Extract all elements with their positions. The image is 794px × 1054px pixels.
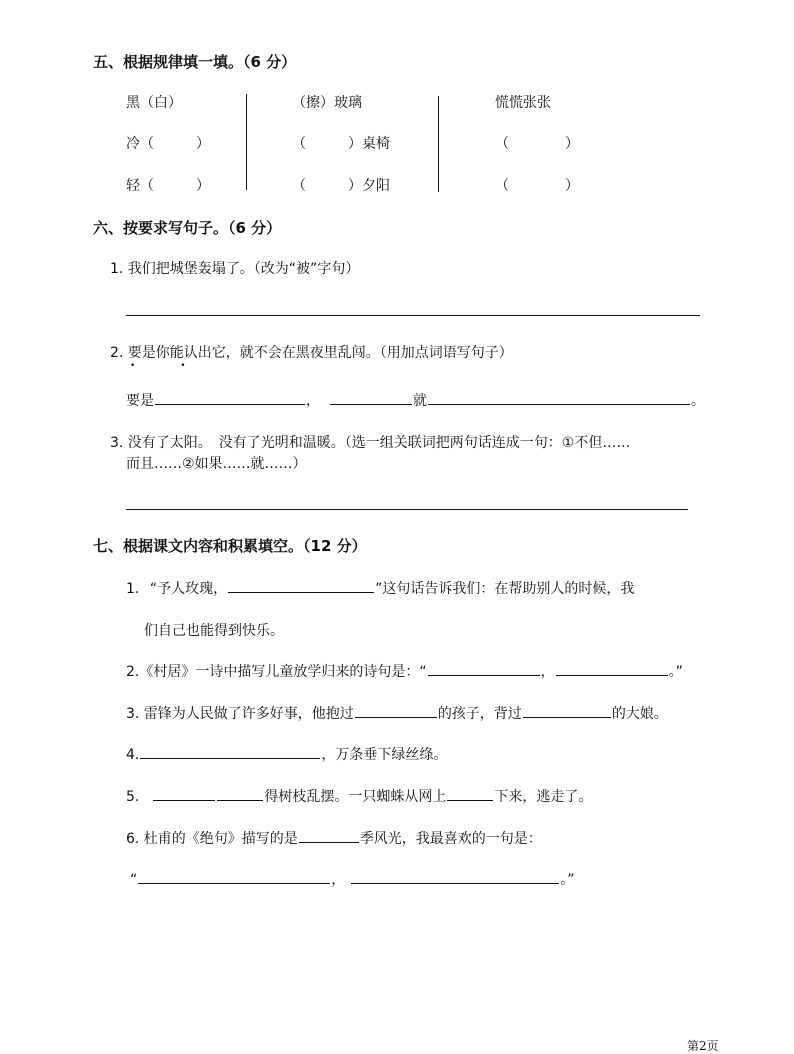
col2-row3: （ ）夕阳 bbox=[292, 178, 390, 194]
question-7-1-line2: 们自己也能得到快乐。 bbox=[144, 623, 284, 639]
page-number: 第2页 bbox=[687, 1039, 719, 1053]
question-6-1: 1. 我们把城堡轰塌了。（改为“被”字句） bbox=[110, 261, 360, 277]
col1-row1: 黑（白） bbox=[126, 95, 182, 111]
answer-blank[interactable] bbox=[138, 869, 330, 884]
q-text: 。” bbox=[668, 664, 683, 680]
question-6-2: 2. 要是你能认出它，就不会在黑夜里乱闯。（用加点词语写句子） bbox=[110, 345, 513, 361]
fill-prefix: 要是 bbox=[126, 393, 154, 409]
emphasis-dots: • • bbox=[130, 361, 186, 371]
q-text: 得树枝乱摆。一只蜘蛛从网上 bbox=[264, 789, 447, 805]
col2-row2: （ ）桌椅 bbox=[292, 136, 390, 152]
question-6-3-line2: 而且……②如果……就……） bbox=[126, 456, 307, 472]
answer-line[interactable] bbox=[126, 509, 688, 510]
answer-blank[interactable] bbox=[523, 703, 611, 718]
col3-row1: 慌慌张张 bbox=[495, 95, 551, 111]
q-text: 6. 杜甫的《绝句》描写的是 bbox=[126, 831, 298, 847]
question-7-4 bbox=[126, 744, 447, 764]
section7-heading: 七、根据课文内容和积累填空。（12 分） bbox=[93, 537, 367, 555]
section5-heading: 五、根据规律填一填。（6 分） bbox=[93, 53, 297, 71]
q-text: 3. 雷锋为人民做了许多好事，他抱过 bbox=[126, 706, 354, 722]
q-number: 5. bbox=[126, 789, 140, 805]
answer-blank[interactable] bbox=[153, 786, 215, 801]
question-7-3 bbox=[126, 703, 668, 723]
col3-row3: （ ） bbox=[495, 178, 579, 194]
q-text: 2.《村居》一诗中描写儿童放学归来的诗句是：“ bbox=[126, 664, 427, 680]
col2-row1: （擦）玻璃 bbox=[292, 95, 362, 111]
col1-row2: 冷（ ） bbox=[126, 136, 210, 152]
q-text: ”这句话告诉我们：在帮助别人的时候，我 bbox=[375, 581, 635, 597]
col1-row3: 轻（ ） bbox=[126, 178, 210, 194]
fill-mid: 就 bbox=[413, 393, 427, 409]
col3-row2: （ ） bbox=[495, 136, 579, 152]
column-divider bbox=[246, 94, 247, 190]
q-text: ， bbox=[540, 664, 555, 680]
q-text: 的孩子，背过 bbox=[437, 706, 522, 722]
answer-blank[interactable] bbox=[330, 390, 412, 405]
section6-heading: 六、按要求写句子。（6 分） bbox=[93, 219, 282, 237]
q-text: 。” bbox=[560, 872, 575, 888]
q-text: 的大娘。 bbox=[611, 706, 668, 722]
answer-blank[interactable] bbox=[556, 661, 668, 676]
answer-blank[interactable] bbox=[428, 390, 690, 405]
answer-blank[interactable] bbox=[428, 661, 540, 676]
question-6-3-line1: 3. 没有了太阳。 没有了光明和温暖。（选一组关联词把两句话连成一句：①不但…… bbox=[110, 435, 631, 451]
question-7-6-line2 bbox=[130, 869, 575, 889]
q-text: 季风光，我最喜欢的一句是： bbox=[359, 831, 542, 847]
q-text: “予人玫瑰， bbox=[149, 581, 228, 597]
answer-blank[interactable] bbox=[155, 390, 305, 405]
question-7-6 bbox=[126, 828, 542, 848]
question-7-5 bbox=[126, 786, 592, 806]
q-text: ，万条垂下绿丝绦。 bbox=[321, 747, 448, 763]
answer-blank[interactable] bbox=[228, 578, 374, 593]
question-6-2-fill bbox=[126, 390, 705, 410]
answer-line[interactable] bbox=[126, 315, 700, 316]
answer-blank[interactable] bbox=[355, 703, 437, 718]
q-number: 1. bbox=[126, 581, 140, 597]
question-7-1 bbox=[126, 578, 634, 598]
q-number: 4. bbox=[126, 747, 140, 763]
fill-end: 。 bbox=[691, 393, 705, 409]
q-text: “ bbox=[130, 872, 138, 888]
column-divider bbox=[438, 96, 439, 192]
answer-blank[interactable] bbox=[217, 786, 263, 801]
answer-blank[interactable] bbox=[299, 828, 359, 843]
answer-blank[interactable] bbox=[351, 869, 559, 884]
question-7-2 bbox=[126, 661, 683, 681]
fill-comma: ， bbox=[306, 393, 320, 409]
q-text: 下来，逃走了。 bbox=[494, 789, 593, 805]
answer-blank[interactable] bbox=[140, 744, 320, 759]
answer-blank[interactable] bbox=[447, 786, 493, 801]
q-text: ， bbox=[331, 872, 346, 888]
